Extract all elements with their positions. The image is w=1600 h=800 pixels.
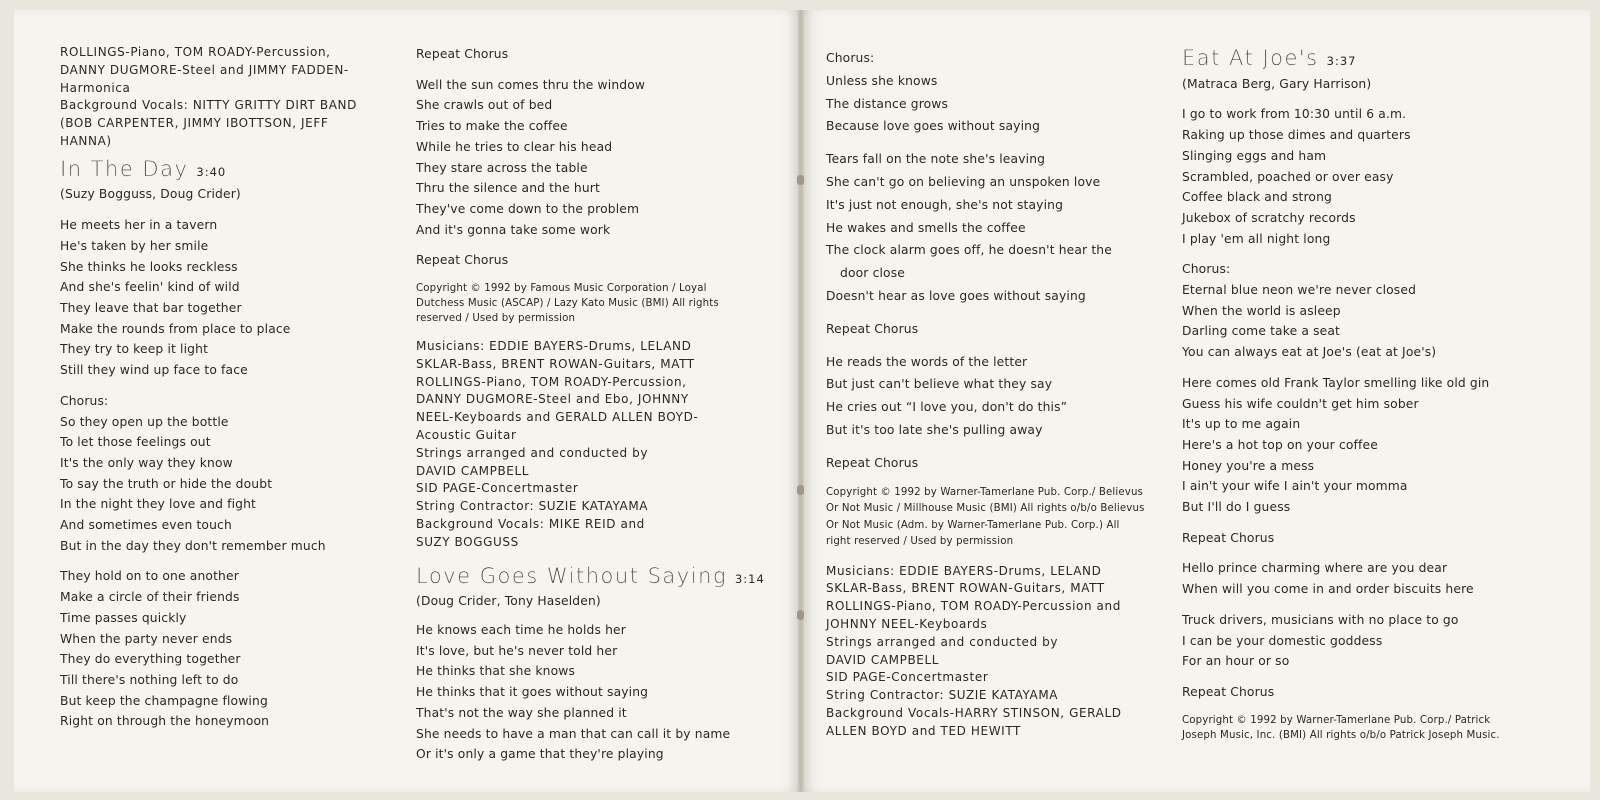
- song-writers: (Matraca Berg, Gary Harrison): [1182, 76, 1372, 91]
- text-line: Or it's only a game that they're playing: [416, 747, 664, 762]
- musicians-credits: [416, 338, 756, 552]
- chorus: [1182, 280, 1522, 363]
- text-line: Doesn't hear as love goes without saying: [826, 288, 1086, 303]
- copyright-notice: [416, 281, 756, 326]
- verse: [826, 351, 1171, 442]
- text-line: Because love goes without saying: [826, 119, 1041, 134]
- text-line: Honey you're a mess: [1182, 458, 1315, 473]
- verse: [826, 148, 1171, 308]
- text-line: It's the only way they know: [60, 455, 233, 470]
- chorus: [60, 412, 385, 557]
- text-line: Raking up those dimes and quarters: [1182, 128, 1411, 143]
- text-line: She thinks he looks reckless: [60, 259, 238, 274]
- text-line: You can always eat at Joe's (eat at Joe's): [1182, 345, 1437, 360]
- text-line: To let those feelings out: [60, 435, 211, 450]
- musicians-credits: [826, 563, 1171, 741]
- text-line: Here's a hot top on your coffee: [1182, 437, 1378, 452]
- text-line: Make the rounds from place to place: [60, 321, 291, 336]
- text-line: I play 'em all night long: [1182, 231, 1331, 246]
- text-line: Strings arranged and conducted by: [826, 634, 1059, 649]
- text-line: reserved / Used by permission: [416, 313, 576, 325]
- text-line: Right on through the honeymoon: [60, 714, 270, 729]
- staple: [797, 610, 804, 620]
- text-line: But it's too late she's pulling away: [826, 422, 1043, 437]
- text-line: The distance grows: [826, 96, 949, 111]
- text-line: So they open up the bottle: [60, 414, 229, 429]
- verse: [1182, 558, 1522, 599]
- repeat-chorus: Repeat Chorus: [1182, 530, 1275, 545]
- text-line: He cries out “I love you, don't do this”: [826, 400, 1068, 415]
- text-line: While he tries to clear his head: [416, 139, 613, 154]
- left-page-column-1: [60, 44, 385, 742]
- booklet-spine: [798, 10, 804, 792]
- text-line: SID PAGE-Concertmaster: [826, 670, 989, 685]
- text-line: They try to keep it light: [60, 342, 209, 357]
- text-line: Scrambled, poached or over easy: [1182, 169, 1394, 184]
- text-line: Tears fall on the note she's leaving: [826, 152, 1046, 167]
- copyright-notice: [1182, 713, 1522, 743]
- text-line: Make a circle of their friends: [60, 590, 240, 605]
- text-line: I go to work from 10:30 until 6 a.m.: [1182, 107, 1407, 122]
- text-line: She can't go on believing an unspoken love: [826, 174, 1101, 189]
- text-line: ALLEN BOYD and TED HEWITT: [826, 723, 1021, 738]
- text-line: They've come down to the problem: [416, 201, 640, 216]
- text-line: Hello prince charming where are you dear: [1182, 561, 1448, 576]
- text-line: But in the day they don't remember much: [60, 538, 326, 553]
- text-line: HANNA): [60, 133, 112, 148]
- text-line: Till there's nothing left to do: [60, 672, 239, 687]
- song-duration: 3:40: [196, 164, 227, 179]
- song-title-row: [416, 563, 765, 590]
- song-title: In The Day: [60, 156, 189, 181]
- verse: [60, 215, 385, 381]
- left-page-column-2: [416, 44, 765, 775]
- text-line: Harmonica: [60, 80, 131, 95]
- song-duration: 3:37: [1326, 54, 1357, 68]
- text-line: ROLLINGS-Piano, TOM ROADY-Percussion and: [826, 599, 1121, 614]
- text-line: When will you come in and order biscuits here: [1182, 582, 1474, 597]
- verse: [1182, 373, 1522, 518]
- song-writers: (Doug Crider, Tony Haselden): [416, 594, 601, 609]
- chorus: [826, 70, 1171, 138]
- text-line: He knows each time he holds her: [416, 623, 626, 637]
- song-title: Love Goes Without Saying: [416, 563, 727, 588]
- text-line: They hold on to one another: [60, 569, 239, 584]
- song-title-row: [1182, 48, 1522, 72]
- repeat-chorus: Repeat Chorus: [416, 47, 509, 61]
- verse: [416, 75, 756, 241]
- text-line: To say the truth or hide the doubt: [60, 476, 273, 491]
- text-line: Tries to make the coffee: [416, 119, 568, 134]
- text-line: I ain't your wife I ain't your momma: [1182, 479, 1408, 494]
- text-line: He's taken by her smile: [60, 238, 209, 253]
- text-line: He wakes and smells the coffee: [826, 220, 1026, 235]
- song-duration: 3:14: [734, 571, 765, 586]
- text-line: And she's feelin' kind of wild: [60, 280, 240, 295]
- chorus-label: Chorus:: [60, 393, 109, 408]
- repeat-chorus: Repeat Chorus: [826, 455, 919, 470]
- right-page-column-2: [1182, 48, 1522, 753]
- text-line: Slinging eggs and ham: [1182, 148, 1327, 163]
- text-line: But keep the champagne flowing: [60, 693, 268, 708]
- text-line: String Contractor: SUZIE KATAYAMA: [416, 499, 649, 514]
- text-line: JOHNNY NEEL-Keyboards: [826, 616, 988, 631]
- text-line: Copyright © 1992 by Warner-Tamerlane Pub. Corp./ Patrick: [1182, 714, 1491, 726]
- text-line: It's love, but he's never told her: [416, 643, 618, 658]
- text-line: But just can't believe what they say: [826, 377, 1053, 392]
- text-line: He reads the words of the letter: [826, 354, 1028, 369]
- text-line: And it's gonna take some work: [416, 222, 611, 237]
- text-line: Or Not Music (Adm. by Warner-Tamerlane Pub. Corp.) All: [826, 519, 1120, 531]
- verse: [60, 566, 385, 732]
- chorus-label: Chorus:: [1182, 262, 1231, 277]
- text-line: Copyright © 1992 by Famous Music Corporation / Loyal: [416, 283, 707, 295]
- verse: [1182, 104, 1522, 249]
- text-line: Darling come take a seat: [1182, 324, 1341, 339]
- verse: [1182, 610, 1522, 672]
- text-line: In the night they love and fight: [60, 497, 257, 512]
- text-line: Or Not Music / Millhouse Music (BMI) All rights o/b/o Believus: [826, 503, 1145, 515]
- text-line: Coffee black and strong: [1182, 190, 1332, 205]
- text-line: But I'll do I guess: [1182, 500, 1291, 515]
- text-line: He thinks that she knows: [416, 664, 576, 679]
- text-line: right reserved / Used by permission: [826, 536, 1014, 548]
- text-line: Unless she knows: [826, 73, 938, 88]
- repeat-chorus: Repeat Chorus: [1182, 684, 1275, 699]
- copyright-notice: [826, 485, 1171, 551]
- text-line: Copyright © 1992 by Warner-Tamerlane Pub. Corp./ Believus: [826, 486, 1144, 498]
- text-line: She needs to have a man that can call it by name: [416, 726, 731, 741]
- text-line: DANNY DUGMORE-Steel and JIMMY FADDEN-: [60, 62, 349, 77]
- text-line: DAVID CAMPBELL: [416, 463, 530, 478]
- text-line: That's not the way she planned it: [416, 705, 627, 720]
- text-line: Dutchess Music (ASCAP) / Lazy Kato Music (BMI) All rights: [416, 298, 719, 310]
- text-line: They leave that bar together: [60, 301, 242, 315]
- text-line: Background Vocals: MIKE REID and: [416, 517, 645, 531]
- text-line: When the party never ends: [60, 631, 233, 646]
- text-line: Jukebox of scratchy records: [1182, 210, 1356, 225]
- text-line: Background Vocals: NITTY GRITTY DIRT BAND: [60, 98, 357, 113]
- text-line: SID PAGE-Concertmaster: [416, 481, 579, 496]
- text-line: String Contractor: SUZIE KATAYAMA: [826, 688, 1059, 703]
- text-line: DANNY DUGMORE-Steel and Ebo, JOHNNY: [416, 392, 689, 407]
- text-line: ROLLINGS-Piano, TOM ROADY-Percussion,: [60, 45, 331, 59]
- text-line: He meets her in a tavern: [60, 218, 218, 233]
- text-line: ROLLINGS-Piano, TOM ROADY-Percussion,: [416, 374, 687, 389]
- text-line: Here comes old Frank Taylor smelling like old gin: [1182, 375, 1490, 390]
- staple: [797, 175, 804, 185]
- text-line: door close: [840, 266, 905, 281]
- text-line: Truck drivers, musicians with no place to go: [1182, 612, 1459, 627]
- right-page-column-1: [826, 47, 1171, 751]
- credits-block: [60, 44, 385, 151]
- text-line: NEEL-Keyboards and GERALD ALLEN BOYD-: [416, 410, 699, 425]
- text-line: It's just not enough, she's not staying: [826, 197, 1064, 212]
- text-line: I can be your domestic goddess: [1182, 633, 1383, 648]
- text-line: Eternal blue neon we're never closed: [1182, 283, 1417, 298]
- text-line: And sometimes even touch: [60, 518, 232, 533]
- text-line: Strings arranged and conducted by: [416, 445, 649, 460]
- repeat-chorus: Repeat Chorus: [826, 321, 919, 336]
- text-line: SKLAR-Bass, BRENT ROWAN-Guitars, MATT: [416, 356, 695, 371]
- text-line: Musicians: EDDIE BAYERS-Drums, LELAND: [416, 339, 692, 354]
- text-line: For an hour or so: [1182, 654, 1290, 669]
- text-line: SKLAR-Bass, BRENT ROWAN-Guitars, MATT: [826, 581, 1105, 596]
- text-line: They do everything together: [60, 652, 241, 667]
- text-line: The clock alarm goes off, he doesn't hear the: [826, 243, 1112, 258]
- text-line: Guess his wife couldn't get him sober: [1182, 396, 1419, 411]
- text-line: When the world is asleep: [1182, 303, 1341, 318]
- text-line: SUZY BOGGUSS: [416, 534, 519, 549]
- staple: [797, 485, 804, 495]
- text-line: DAVID CAMPBELL: [826, 652, 940, 667]
- text-line: It's up to me again: [1182, 417, 1301, 432]
- verse: [416, 620, 756, 765]
- text-line: Still they wind up face to face: [60, 363, 248, 378]
- text-line: Background Vocals-HARRY STINSON, GERALD: [826, 705, 1122, 720]
- song-writers: (Suzy Bogguss, Doug Crider): [60, 187, 241, 202]
- text-line: Time passes quickly: [60, 610, 187, 625]
- text-line: Well the sun comes thru the window: [416, 77, 646, 92]
- text-line: Musicians: EDDIE BAYERS-Drums, LELAND: [826, 563, 1102, 578]
- text-line: Thru the silence and the hurt: [416, 181, 600, 196]
- text-line: (BOB CARPENTER, JIMMY IBOTTSON, JEFF: [60, 116, 329, 131]
- song-title-row: [60, 156, 385, 183]
- text-line: Joseph Music, Inc. (BMI) All rights o/b/o Patrick Joseph Music.: [1182, 729, 1500, 741]
- chorus-label: Chorus:: [826, 51, 875, 65]
- text-line: They stare across the table: [416, 160, 588, 175]
- text-line: Acoustic Guitar: [416, 428, 517, 443]
- text-line: She crawls out of bed: [416, 98, 553, 113]
- repeat-chorus: Repeat Chorus: [416, 253, 509, 268]
- song-title: Eat At Joe's: [1182, 46, 1319, 70]
- text-line: He thinks that it goes without saying: [416, 685, 649, 700]
